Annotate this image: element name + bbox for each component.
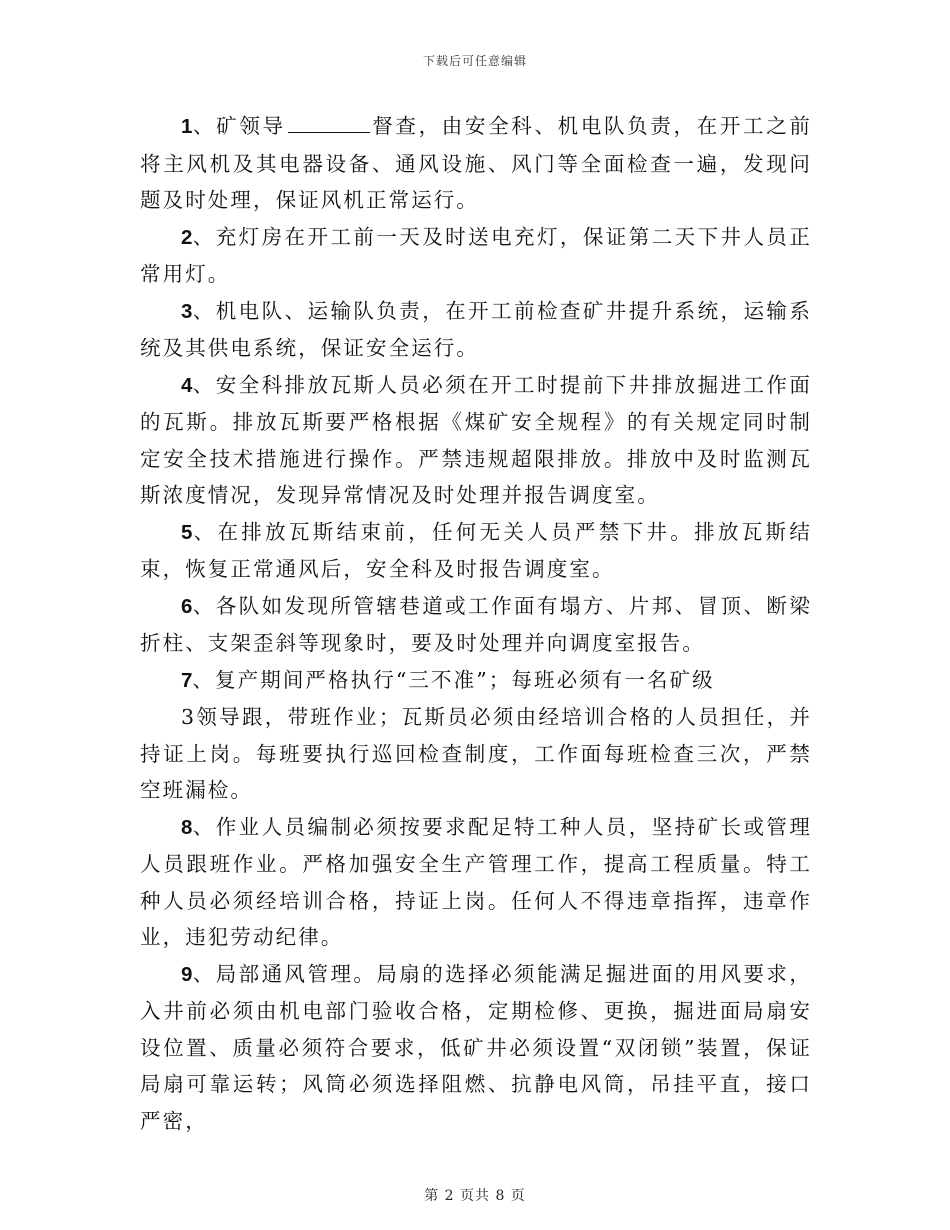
page-header: 下载后可任意编辑: [422, 54, 527, 68]
paragraph-8: [140, 809, 812, 956]
paragraph-text: 复产期间严格执行“三不准”；每班必须有一名矿级: [215, 667, 715, 692]
paragraph-7: [140, 662, 812, 700]
paragraph-text: 机电队、运输队负责，在开工前检查矿井提升系统，运输系统及其供电系统，保证安全运行。: [140, 298, 812, 360]
paragraph-9: [140, 956, 812, 1140]
paragraph-3: [140, 293, 812, 367]
paragraph-text: 在排放瓦斯结束前，任何无关人员严禁下井。排放瓦斯结束，恢复正常通风后，安全科及时报告调度室。: [140, 519, 812, 581]
paragraph-separator: 、: [192, 372, 216, 397]
paragraph-text: 各队如发现所管辖巷道或工作面有塌方、片邦、冒顶、断梁折柱、支架歪斜等现象时，要及时处理并向调度室报告。: [140, 593, 812, 655]
paragraph-number: 8: [181, 815, 193, 839]
paragraph-text: 局部通风管理。局扇的选择必须能满足掘进面的用风要求，入井前必须由机电部门验收合格，定期检修、更换，掘进面局扇安设位置、质量必须符合要求，低矿井必须设置“双闭锁”装置，保证局扇可靠运转；风筒必须选择阻燃、抗静电风筒，吊挂平直，接口严密，: [140, 961, 812, 1133]
paragraph-number: 1: [181, 115, 193, 138]
paragraph-separator: 、: [192, 667, 216, 692]
paragraph-text: 督查，由安全科、机电队负责，在开工之前将主风机及其电器设备、通风设施、风门等全面检查一遍，发现问题及时处理，保证风机正常运行。: [140, 114, 812, 212]
paragraph-separator: 、: [192, 224, 216, 249]
paragraph-6: [140, 588, 812, 662]
paragraph-number: 6: [181, 594, 193, 618]
paragraph-separator: 、: [192, 519, 218, 544]
paragraph-text: 矿领导: [216, 114, 286, 138]
paragraph-separator: 、: [192, 961, 216, 986]
paragraph-text: 充灯房在开工前一天及时送电充灯，保证第二天下井人员正常用灯。: [140, 224, 812, 286]
paragraph-number: 3: [181, 299, 193, 323]
paragraph-separator: 、: [192, 114, 217, 138]
paragraph-separator: 、: [192, 814, 216, 839]
paragraph-separator: 、: [192, 593, 216, 618]
paragraph-2: [140, 219, 812, 293]
blank-underline: [288, 114, 370, 133]
paragraph-7-continued: [140, 699, 812, 809]
document-body: [140, 108, 812, 1139]
paragraph-text: 安全科排放瓦斯人员必须在开工时提前下井排放掘进工作面的瓦斯。排放瓦斯要严格根据《煤矿安全规程》的有关规定同时制定安全技术措施进行操作。严禁违规超限排放。排放中及时监测瓦斯浓度情况，发现异常情况及时处理并报告调度室。: [140, 372, 812, 507]
paragraph-separator: 、: [192, 298, 216, 323]
paragraph-number: 4: [181, 373, 193, 397]
page-number-footer: 第 2 页共 8 页: [424, 1188, 526, 1204]
paragraph-text: 3领导跟，带班作业；瓦斯员必须由经培训合格的人员担任，并持证上岗。每班要执行巡回检查制度，工作面每班检查三次，严禁空班漏检。: [140, 705, 812, 802]
paragraph-number: 2: [181, 225, 193, 249]
paragraph-1: [140, 108, 812, 219]
paragraph-number: 5: [181, 520, 193, 544]
paragraph-5: [140, 514, 812, 588]
paragraph-number: 7: [181, 668, 193, 692]
paragraph-4: [140, 367, 812, 514]
paragraph-number: 9: [181, 962, 193, 986]
paragraph-text: 作业人员编制必须按要求配足特工种人员，坚持矿长或管理人员跟班作业。严格加强安全生产管理工作，提高工程质量。特工种人员必须经培训合格，持证上岗。任何人不得违章指挥，违章作业，违犯劳动纪律。: [140, 814, 812, 949]
